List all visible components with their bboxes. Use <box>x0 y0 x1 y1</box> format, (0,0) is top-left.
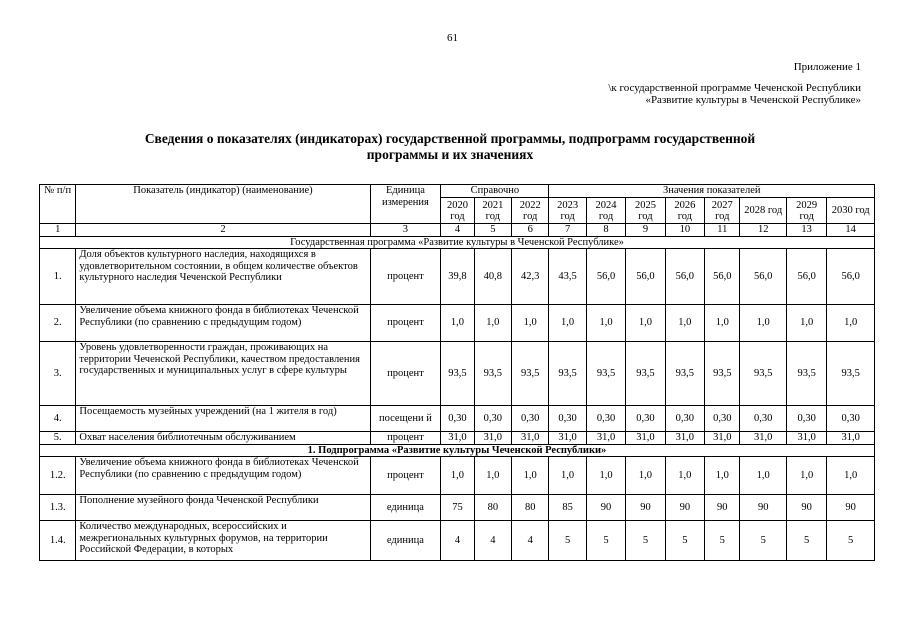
value-cell: 1,0 <box>441 457 474 495</box>
value-cell: 93,5 <box>586 342 625 406</box>
value-cell: 0,30 <box>665 406 704 432</box>
value-cell: 1,0 <box>740 457 786 495</box>
value-cell: 1,0 <box>441 305 474 342</box>
value-cell: 0,30 <box>827 406 875 432</box>
value-cell: 1,0 <box>549 305 586 342</box>
value-cell: 1,0 <box>705 305 740 342</box>
value-cell: 0,30 <box>474 406 511 432</box>
value-cell: 5 <box>827 521 875 561</box>
col-num-header: № п/п <box>40 185 76 224</box>
value-cell: 31,0 <box>474 432 511 445</box>
column-number: 11 <box>705 224 740 237</box>
value-cell: 85 <box>549 495 586 521</box>
value-cell: 31,0 <box>786 432 826 445</box>
value-cell: 5 <box>626 521 665 561</box>
title-line-1: Сведения о показателях (индикаторах) государственной программы, подпрограмм государственной <box>144 131 756 146</box>
section-row <box>40 236 875 249</box>
column-number: 9 <box>626 224 665 237</box>
column-number: 7 <box>549 224 586 237</box>
value-cell: 4 <box>512 521 549 561</box>
unit-cell: процент <box>370 305 441 342</box>
value-cell: 1,0 <box>549 457 586 495</box>
unit-cell: процент <box>370 249 441 305</box>
col-unit-header: Единица измерения <box>370 185 441 224</box>
value-cell: 5 <box>549 521 586 561</box>
value-cell: 1,0 <box>705 457 740 495</box>
row-number: 2. <box>40 305 76 342</box>
indicators-table <box>39 184 875 561</box>
value-cell: 31,0 <box>827 432 875 445</box>
value-cell: 42,3 <box>512 249 549 305</box>
value-cell: 1,0 <box>665 305 704 342</box>
row-number: 3. <box>40 342 76 406</box>
value-cell: 1,0 <box>474 457 511 495</box>
row-number: 1.3. <box>40 495 76 521</box>
year-header: 2029 год <box>786 198 826 224</box>
indicator-name: Охват населения библиотечным обслуживанием <box>76 432 370 445</box>
value-cell: 31,0 <box>740 432 786 445</box>
table-row <box>40 495 875 521</box>
value-cell: 4 <box>474 521 511 561</box>
value-cell: 5 <box>665 521 704 561</box>
value-cell: 93,5 <box>827 342 875 406</box>
value-cell: 31,0 <box>665 432 704 445</box>
unit-cell: процент <box>370 457 441 495</box>
value-cell: 90 <box>626 495 665 521</box>
year-header: 2020 год <box>441 198 474 224</box>
column-number: 8 <box>586 224 625 237</box>
value-cell: 4 <box>441 521 474 561</box>
value-cell: 31,0 <box>626 432 665 445</box>
table-row <box>40 249 875 305</box>
value-cell: 40,8 <box>474 249 511 305</box>
row-number: 1. <box>40 249 76 305</box>
value-cell: 0,30 <box>441 406 474 432</box>
value-cell: 1,0 <box>827 305 875 342</box>
section-title: Государственная программа «Развитие культуры в Чеченской Республике» <box>40 236 875 249</box>
value-cell: 5 <box>740 521 786 561</box>
indicator-name: Увеличение объема книжного фонда в библиотеках Чеченской Республики (по сравнению с предыдущим годом) <box>76 457 370 495</box>
value-cell: 90 <box>665 495 704 521</box>
value-cell: 56,0 <box>740 249 786 305</box>
value-cell: 93,5 <box>665 342 704 406</box>
value-cell: 75 <box>441 495 474 521</box>
year-header: 2024 год <box>586 198 625 224</box>
unit-cell: процент <box>370 342 441 406</box>
col-indicator-header: Показатель (индикатор) (наименование) <box>76 185 370 224</box>
value-cell: 93,5 <box>512 342 549 406</box>
indicator-name: Пополнение музейного фонда Чеченской Республики <box>76 495 370 521</box>
table-row <box>40 342 875 406</box>
row-number: 4. <box>40 406 76 432</box>
value-cell: 90 <box>786 495 826 521</box>
value-cell: 5 <box>786 521 826 561</box>
unit-cell: процент <box>370 432 441 445</box>
table-row <box>40 305 875 342</box>
indicator-name: Уровень удовлетворенности граждан, проживающих на территории Чеченской Республики, качеством предоставления государственных и муниципальных услуг в сфере культуры <box>76 342 370 406</box>
year-header: 2026 год <box>665 198 704 224</box>
value-cell: 93,5 <box>549 342 586 406</box>
table-row <box>40 432 875 445</box>
value-cell: 56,0 <box>586 249 625 305</box>
value-cell: 93,5 <box>786 342 826 406</box>
value-cell: 31,0 <box>512 432 549 445</box>
value-cell: 1,0 <box>786 305 826 342</box>
value-cell: 56,0 <box>705 249 740 305</box>
indicator-name: Увеличение объема книжного фонда в библиотеках Чеченской Республики (по сравнению с предыдущим годом) <box>76 305 370 342</box>
column-numbers-row <box>40 224 875 237</box>
header-row <box>40 185 875 198</box>
unit-cell: посещени й <box>370 406 441 432</box>
value-cell: 93,5 <box>740 342 786 406</box>
values-header: Значения показателей <box>549 185 875 198</box>
value-cell: 90 <box>740 495 786 521</box>
year-header: 2021 год <box>474 198 511 224</box>
column-number: 12 <box>740 224 786 237</box>
indicator-name: Количество международных, всероссийских и межрегиональных культурных форумов, на территории Российской Федерации, в которых <box>76 521 370 561</box>
value-cell: 0,30 <box>705 406 740 432</box>
value-cell: 1,0 <box>827 457 875 495</box>
value-cell: 1,0 <box>474 305 511 342</box>
table-row <box>40 406 875 432</box>
value-cell: 1,0 <box>626 305 665 342</box>
row-number: 5. <box>40 432 76 445</box>
value-cell: 43,5 <box>549 249 586 305</box>
title-line-2: программы и их значениях <box>366 147 534 162</box>
unit-cell: единица <box>370 495 441 521</box>
value-cell: 80 <box>512 495 549 521</box>
value-cell: 80 <box>474 495 511 521</box>
value-cell: 93,5 <box>705 342 740 406</box>
value-cell: 93,5 <box>626 342 665 406</box>
indicator-name: Посещаемость музейных учреждений (на 1 жителя в год) <box>76 406 370 432</box>
column-number: 1 <box>40 224 76 237</box>
indicator-name: Доля объектов культурного наследия, находящихся в удовлетворительном состоянии, в общем количестве объектов культурного наследия Чеченской Республики <box>76 249 370 305</box>
value-cell: 1,0 <box>512 457 549 495</box>
value-cell: 31,0 <box>586 432 625 445</box>
value-cell: 90 <box>705 495 740 521</box>
annex-label: Приложение 1 <box>793 61 861 73</box>
value-cell: 1,0 <box>626 457 665 495</box>
value-cell: 1,0 <box>586 457 625 495</box>
table-row <box>40 457 875 495</box>
value-cell: 56,0 <box>827 249 875 305</box>
column-number: 2 <box>76 224 370 237</box>
value-cell: 1,0 <box>586 305 625 342</box>
value-cell: 1,0 <box>512 305 549 342</box>
year-header: 2023 год <box>549 198 586 224</box>
value-cell: 56,0 <box>665 249 704 305</box>
annex-program-name: «Развитие культуры в Чеченской Республике» <box>645 94 861 106</box>
year-header: 2022 год <box>512 198 549 224</box>
column-number: 3 <box>370 224 441 237</box>
value-cell: 0,30 <box>586 406 625 432</box>
subprogram-row <box>40 444 875 457</box>
value-cell: 1,0 <box>786 457 826 495</box>
value-cell: 31,0 <box>705 432 740 445</box>
value-cell: 90 <box>586 495 625 521</box>
value-cell: 31,0 <box>441 432 474 445</box>
value-cell: 56,0 <box>786 249 826 305</box>
column-number: 5 <box>474 224 511 237</box>
column-number: 14 <box>827 224 875 237</box>
column-number: 13 <box>786 224 826 237</box>
value-cell: 0,30 <box>740 406 786 432</box>
value-cell: 0,30 <box>626 406 665 432</box>
subprogram-title: 1. Подпрограмма «Развитие культуры Чеченской Республики» <box>40 444 875 457</box>
value-cell: 5 <box>586 521 625 561</box>
row-number: 1.4. <box>40 521 76 561</box>
column-number: 6 <box>512 224 549 237</box>
document-title <box>60 131 840 163</box>
table-row <box>40 521 875 561</box>
year-header: 2025 год <box>626 198 665 224</box>
value-cell: 0,30 <box>512 406 549 432</box>
year-header: 2028 год <box>740 198 786 224</box>
column-number: 10 <box>665 224 704 237</box>
value-cell: 93,5 <box>441 342 474 406</box>
value-cell: 5 <box>705 521 740 561</box>
row-number: 1.2. <box>40 457 76 495</box>
value-cell: 1,0 <box>665 457 704 495</box>
reference-header: Справочно <box>441 185 549 198</box>
year-header: 2030 год <box>827 198 875 224</box>
value-cell: 39,8 <box>441 249 474 305</box>
column-number: 4 <box>441 224 474 237</box>
value-cell: 90 <box>827 495 875 521</box>
value-cell: 1,0 <box>740 305 786 342</box>
year-header: 2027 год <box>705 198 740 224</box>
value-cell: 56,0 <box>626 249 665 305</box>
value-cell: 31,0 <box>549 432 586 445</box>
value-cell: 93,5 <box>474 342 511 406</box>
annex-program-line: \к государственной программе Чеченской Республики <box>608 82 861 94</box>
page-number: 61 <box>447 32 458 44</box>
value-cell: 0,30 <box>549 406 586 432</box>
unit-cell: единица <box>370 521 441 561</box>
annex-subtitle <box>608 82 861 106</box>
value-cell: 0,30 <box>786 406 826 432</box>
